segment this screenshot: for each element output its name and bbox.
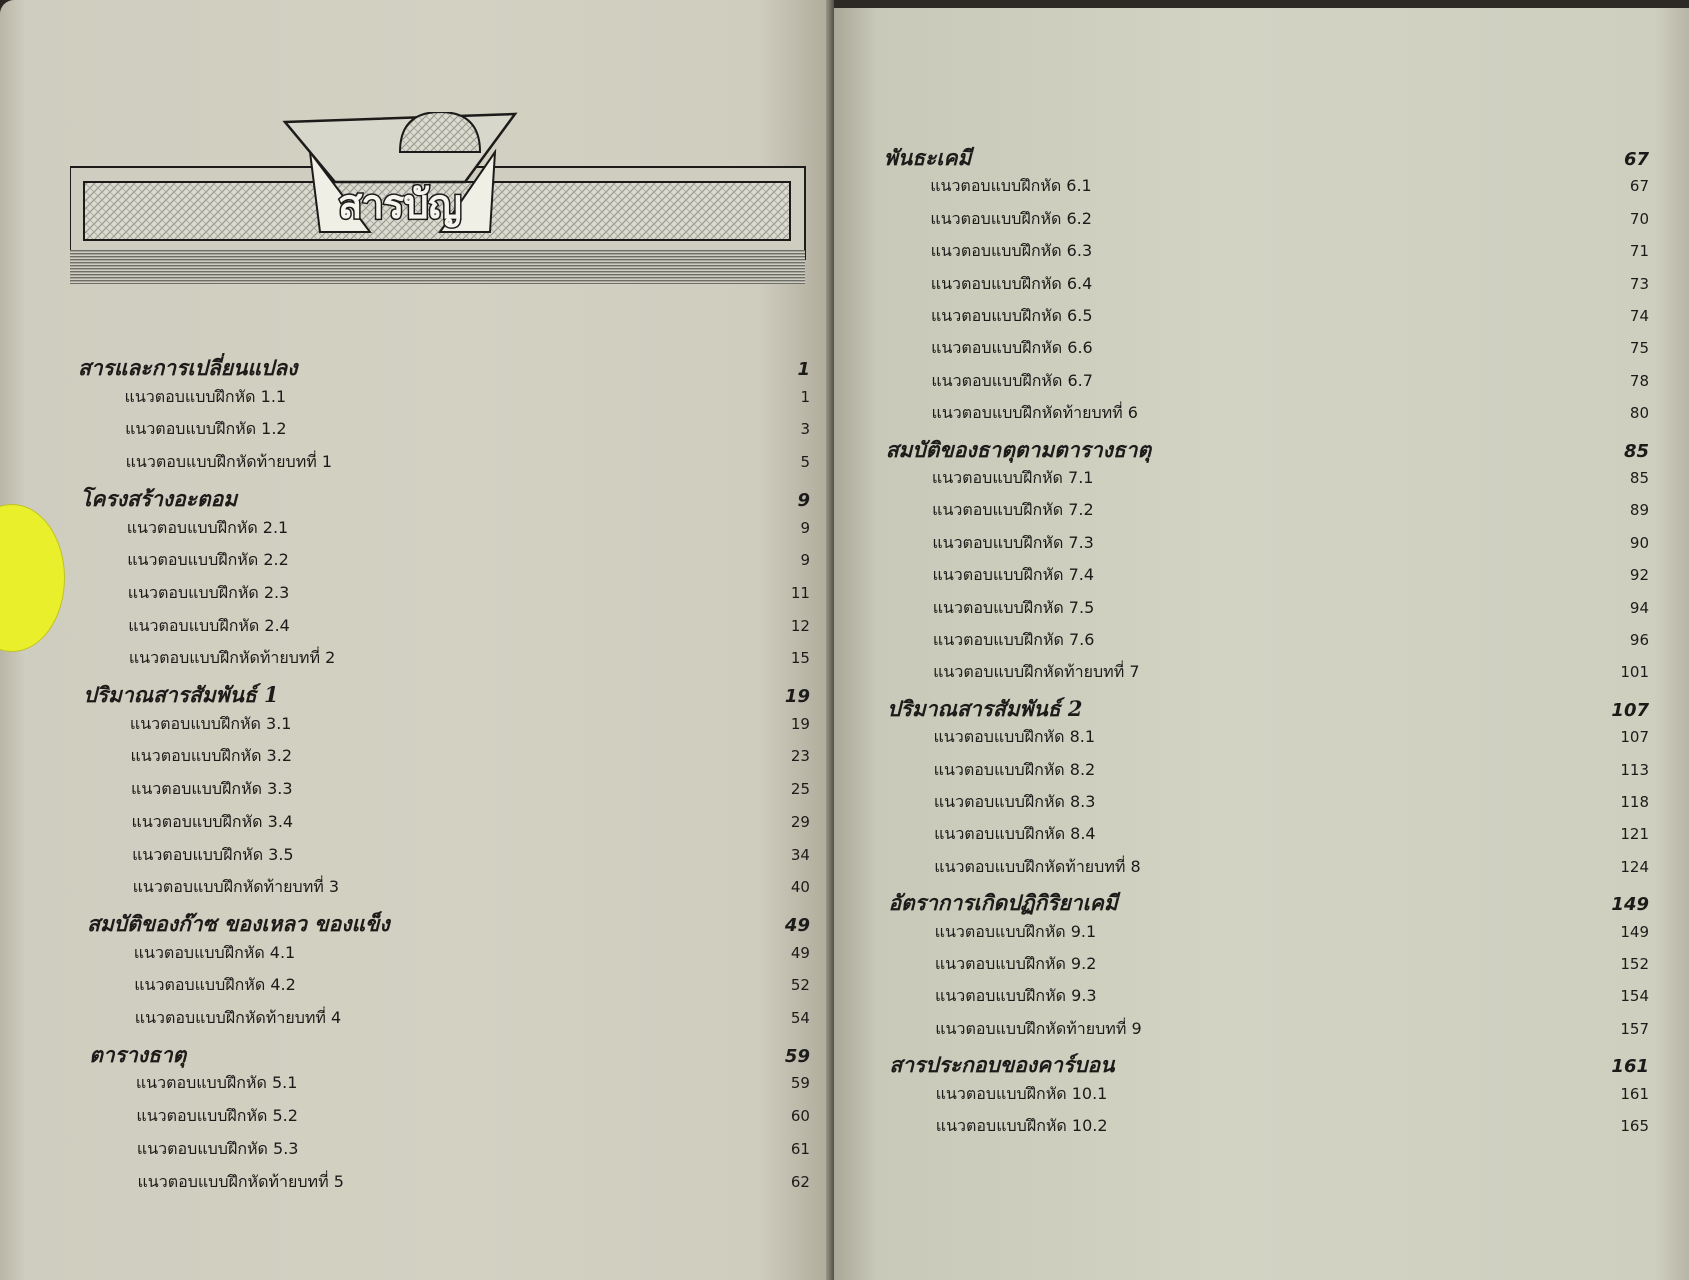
exercise-label: แนวตอบแบบฝึกหัดท้ายบทที่ 1 — [125, 452, 333, 472]
exercise-label: แนวตอบแบบฝึกหัด 7.1 — [931, 468, 1094, 487]
page-number: 85 — [1629, 469, 1649, 487]
exercise-entry — [933, 628, 1649, 653]
page-number: 149 — [1620, 922, 1649, 941]
exercise-entry — [936, 1114, 1649, 1139]
page-number: 67 — [1623, 149, 1649, 170]
page-number: 89 — [1629, 501, 1649, 520]
page-number: 118 — [1620, 793, 1649, 811]
exercise-label: แนวตอบแบบฝึกหัด 7.3 — [932, 532, 1094, 552]
exercise-entry — [931, 272, 1649, 297]
exercise-label: แนวตอบแบบฝึกหัด 6.1 — [930, 176, 1092, 196]
exercise-label: แนวตอบแบบฝึกหัด 9.1 — [934, 921, 1097, 941]
chapter-entry — [80, 483, 810, 516]
exercise-entry — [931, 369, 1649, 394]
chapter-entry — [83, 679, 810, 712]
exercise-entry — [930, 174, 1649, 199]
exercise-entry — [935, 984, 1649, 1009]
chapter-title: สารประกอบของคาร์บอน — [889, 1052, 1115, 1078]
page-number: 94 — [1629, 598, 1649, 617]
page-number: 59 — [784, 1045, 810, 1067]
exercise-entry — [127, 516, 810, 541]
exercise-label: แนวตอบแบบฝึกหัด 5.2 — [136, 1106, 298, 1126]
exercise-label: แนวตอบแบบฝึกหัดท้ายบทที่ 4 — [134, 1008, 342, 1027]
exercise-entry — [934, 822, 1649, 847]
exercise-label: แนวตอบแบบฝึกหัดท้ายบทที่ 2 — [128, 648, 336, 668]
chapter-entry — [87, 908, 810, 941]
page-number: 54 — [790, 1009, 810, 1027]
exercise-label: แนวตอบแบบฝึกหัด 2.1 — [126, 517, 289, 537]
page-number: 107 — [1620, 728, 1649, 747]
exercise-entry — [136, 1071, 810, 1096]
exercise-entry — [130, 744, 810, 769]
page-number: 101 — [1620, 663, 1649, 682]
exercise-label: แนวตอบแบบฝึกหัด 2.4 — [128, 615, 290, 635]
chapter-title: สมบัติของก๊าซ ของเหลว ของแข็ง — [87, 910, 390, 936]
chapter-title: ปริมาณสารสัมพันธ์ 2 — [887, 695, 1083, 721]
chapter-title: โครงสร้างอะตอม — [80, 485, 238, 511]
exercise-entry — [930, 207, 1649, 232]
chapter-title: สารและการเปลี่ยนแปลง — [78, 355, 298, 380]
exercise-label: แนวตอบแบบฝึกหัด 5.3 — [136, 1138, 299, 1158]
page-number: 1 — [797, 359, 810, 380]
exercise-entry — [130, 712, 810, 737]
page-number: 67 — [1629, 177, 1649, 196]
exercise-entry — [936, 1082, 1649, 1107]
chapter-entry — [884, 142, 1649, 175]
exercise-label: แนวตอบแบบฝึกหัด 4.2 — [134, 975, 296, 995]
chapter-title: อัตราการเกิดปฏิกิริยาเคมี — [888, 890, 1118, 916]
page-number: 149 — [1611, 894, 1649, 916]
page-number: 59 — [790, 1074, 810, 1093]
page-number: 107 — [1611, 699, 1649, 721]
page-number: 23 — [790, 747, 810, 766]
page-number: 161 — [1611, 1056, 1649, 1078]
page-number: 40 — [790, 878, 810, 897]
exercise-entry — [137, 1170, 810, 1195]
page-number: 74 — [1629, 307, 1649, 325]
page-number: 161 — [1620, 1084, 1649, 1103]
exercise-entry — [933, 563, 1649, 588]
exercise-label: แนวตอบแบบฝึกหัด 3.3 — [131, 779, 293, 799]
chapter-title: สมบัติของธาตุตามตารางธาตุ — [885, 436, 1152, 462]
exercise-entry — [932, 531, 1649, 556]
exercise-label: แนวตอบแบบฝึกหัด 9.3 — [935, 986, 1097, 1006]
chapter-title: ตารางธาตุ — [89, 1041, 187, 1067]
page-number: 152 — [1620, 955, 1649, 973]
chapter-entry — [888, 887, 1649, 920]
page-number: 113 — [1620, 760, 1649, 779]
exercise-entry — [129, 646, 810, 671]
exercise-label: แนวตอบแบบฝึกหัด 8.2 — [933, 759, 1096, 779]
page-number: 80 — [1629, 404, 1649, 423]
exercise-entry — [137, 1137, 810, 1162]
exercise-label: แนวตอบแบบฝึกหัด 3.1 — [129, 713, 292, 733]
exercise-entry — [125, 417, 810, 442]
exercise-label: แนวตอบแบบฝึกหัด 7.4 — [932, 565, 1095, 585]
page-number: 62 — [790, 1172, 810, 1191]
exercise-label: แนวตอบแบบฝึกหัด 6.7 — [931, 370, 1093, 390]
exercise-label: แนวตอบแบบฝึกหัด 8.4 — [934, 824, 1096, 844]
page-number: 70 — [1629, 209, 1649, 228]
page-number: 9 — [797, 489, 810, 511]
exercise-entry — [932, 498, 1649, 523]
exercise-label: แนวตอบแบบฝึกหัด 5.1 — [135, 1073, 298, 1093]
exercise-label: แนวตอบแบบฝึกหัด 6.3 — [930, 241, 1093, 261]
exercise-label: แนวตอบแบบฝึกหัดท้ายบทที่ 7 — [933, 662, 1140, 682]
page-number: 25 — [790, 780, 810, 799]
page-number: 75 — [1629, 339, 1649, 358]
page-number: 34 — [790, 845, 810, 864]
exercise-label: แนวตอบแบบฝึกหัด 6.5 — [930, 306, 1093, 325]
page-number: 85 — [1623, 440, 1649, 462]
exercise-label: แนวตอบแบบฝึกหัดท้ายบทที่ 9 — [935, 1018, 1142, 1038]
exercise-entry — [134, 941, 810, 966]
toc-title: สารบัญ — [338, 182, 461, 228]
right-toc — [834, 0, 1689, 1280]
exercise-label: แนวตอบแบบฝึกหัด 9.2 — [934, 954, 1097, 973]
chapter-entry — [889, 1049, 1649, 1082]
exercise-label: แนวตอบแบบฝึกหัดท้ายบทที่ 8 — [934, 856, 1141, 876]
page-number: 9 — [800, 551, 810, 570]
chapter-title: พันธะเคมี — [884, 145, 972, 170]
page-number: 15 — [790, 649, 810, 668]
exercise-label: แนวตอบแบบฝึกหัด 6.4 — [930, 273, 1093, 293]
exercise-label: แนวตอบแบบฝึกหัด 2.3 — [127, 582, 290, 602]
page-number: 60 — [790, 1107, 810, 1126]
chapter-entry — [78, 352, 810, 385]
exercise-entry — [126, 450, 810, 475]
page-number: 71 — [1629, 242, 1649, 261]
page-number: 9 — [800, 518, 810, 537]
exercise-entry — [933, 596, 1649, 621]
exercise-entry — [131, 777, 810, 802]
page-number: 96 — [1629, 631, 1649, 649]
page-number: 157 — [1620, 1019, 1649, 1038]
chapter-title: ปริมาณสารสัมพันธ์ 1 — [83, 682, 279, 707]
left-toc — [0, 0, 842, 1280]
page-number: 3 — [800, 420, 810, 439]
page-number: 73 — [1629, 274, 1649, 293]
exercise-entry — [931, 336, 1649, 361]
exercise-entry — [132, 810, 810, 835]
page-edge — [834, 0, 1689, 8]
page-number: 124 — [1620, 857, 1649, 876]
exercise-entry — [932, 401, 1649, 426]
exercise-label: แนวตอบแบบฝึกหัด 1.2 — [125, 419, 287, 439]
exercise-entry — [125, 385, 810, 410]
exercise-label: แนวตอบแบบฝึกหัด 7.2 — [932, 500, 1094, 520]
exercise-label: แนวตอบแบบฝึกหัด 7.6 — [932, 630, 1095, 649]
page-number: 11 — [790, 583, 810, 602]
exercise-label: แนวตอบแบบฝึกหัด 10.2 — [935, 1116, 1108, 1135]
page-number: 92 — [1629, 566, 1649, 585]
exercise-entry — [935, 1017, 1649, 1042]
exercise-label: แนวตอบแบบฝึกหัด 6.2 — [930, 208, 1092, 228]
exercise-label: แนวตอบแบบฝึกหัดท้ายบทที่ 3 — [132, 877, 340, 897]
exercise-label: แนวตอบแบบฝึกหัด 3.2 — [130, 746, 292, 766]
page-number: 165 — [1620, 1117, 1649, 1135]
page-number: 154 — [1620, 987, 1649, 1006]
exercise-entry — [932, 466, 1649, 491]
exercise-entry — [934, 790, 1649, 815]
exercise-entry — [931, 239, 1649, 264]
page-number: 49 — [784, 914, 810, 936]
exercise-entry — [128, 581, 810, 606]
exercise-entry — [136, 1104, 810, 1129]
exercise-entry — [133, 875, 810, 900]
chapter-entry — [887, 693, 1649, 726]
exercise-entry — [934, 855, 1649, 880]
left-page — [0, 0, 842, 1280]
exercise-label: แนวตอบแบบฝึกหัด 8.3 — [933, 792, 1096, 811]
page-number: 52 — [790, 976, 810, 995]
exercise-entry — [134, 973, 810, 998]
exercise-entry — [127, 548, 810, 573]
exercise-label: แนวตอบแบบฝึกหัด 10.1 — [935, 1083, 1108, 1103]
exercise-label: แนวตอบแบบฝึกหัด 2.2 — [127, 550, 289, 570]
right-page — [834, 0, 1689, 1280]
exercise-label: แนวตอบแบบฝึกหัดท้ายบทที่ 6 — [931, 403, 1138, 423]
exercise-label: แนวตอบแบบฝึกหัดท้ายบทที่ 5 — [137, 1171, 344, 1191]
exercise-label: แนวตอบแบบฝึกหัด 1.1 — [124, 386, 287, 406]
exercise-label: แนวตอบแบบฝึกหัด 7.5 — [932, 597, 1095, 617]
page-number: 1 — [800, 387, 810, 406]
page-number: 121 — [1620, 825, 1649, 844]
exercise-entry — [132, 843, 810, 868]
exercise-entry — [935, 952, 1649, 977]
page-number: 5 — [800, 453, 810, 472]
exercise-entry — [933, 725, 1649, 750]
page-number: 29 — [790, 812, 810, 831]
exercise-label: แนวตอบแบบฝึกหัด 3.4 — [131, 811, 294, 831]
chapter-entry — [89, 1039, 810, 1072]
exercise-label: แนวตอบแบบฝึกหัด 4.1 — [133, 942, 296, 962]
page-number: 12 — [790, 616, 810, 635]
page-number: 90 — [1629, 533, 1649, 552]
exercise-entry — [135, 1006, 810, 1031]
chapter-entry — [886, 434, 1649, 467]
page-number: 61 — [790, 1139, 810, 1158]
exercise-label: แนวตอบแบบฝึกหัด 8.1 — [933, 727, 1096, 747]
page-number: 19 — [790, 714, 810, 733]
page-number: 49 — [790, 943, 810, 962]
exercise-entry — [934, 758, 1649, 783]
exercise-entry — [935, 920, 1649, 945]
page-number: 19 — [784, 686, 810, 707]
exercise-entry — [933, 660, 1649, 685]
exercise-label: แนวตอบแบบฝึกหัด 3.5 — [132, 844, 294, 864]
page-number: 78 — [1629, 371, 1649, 390]
exercise-label: แนวตอบแบบฝึกหัด 6.6 — [931, 338, 1093, 358]
exercise-entry — [128, 614, 810, 639]
exercise-entry — [931, 304, 1649, 329]
